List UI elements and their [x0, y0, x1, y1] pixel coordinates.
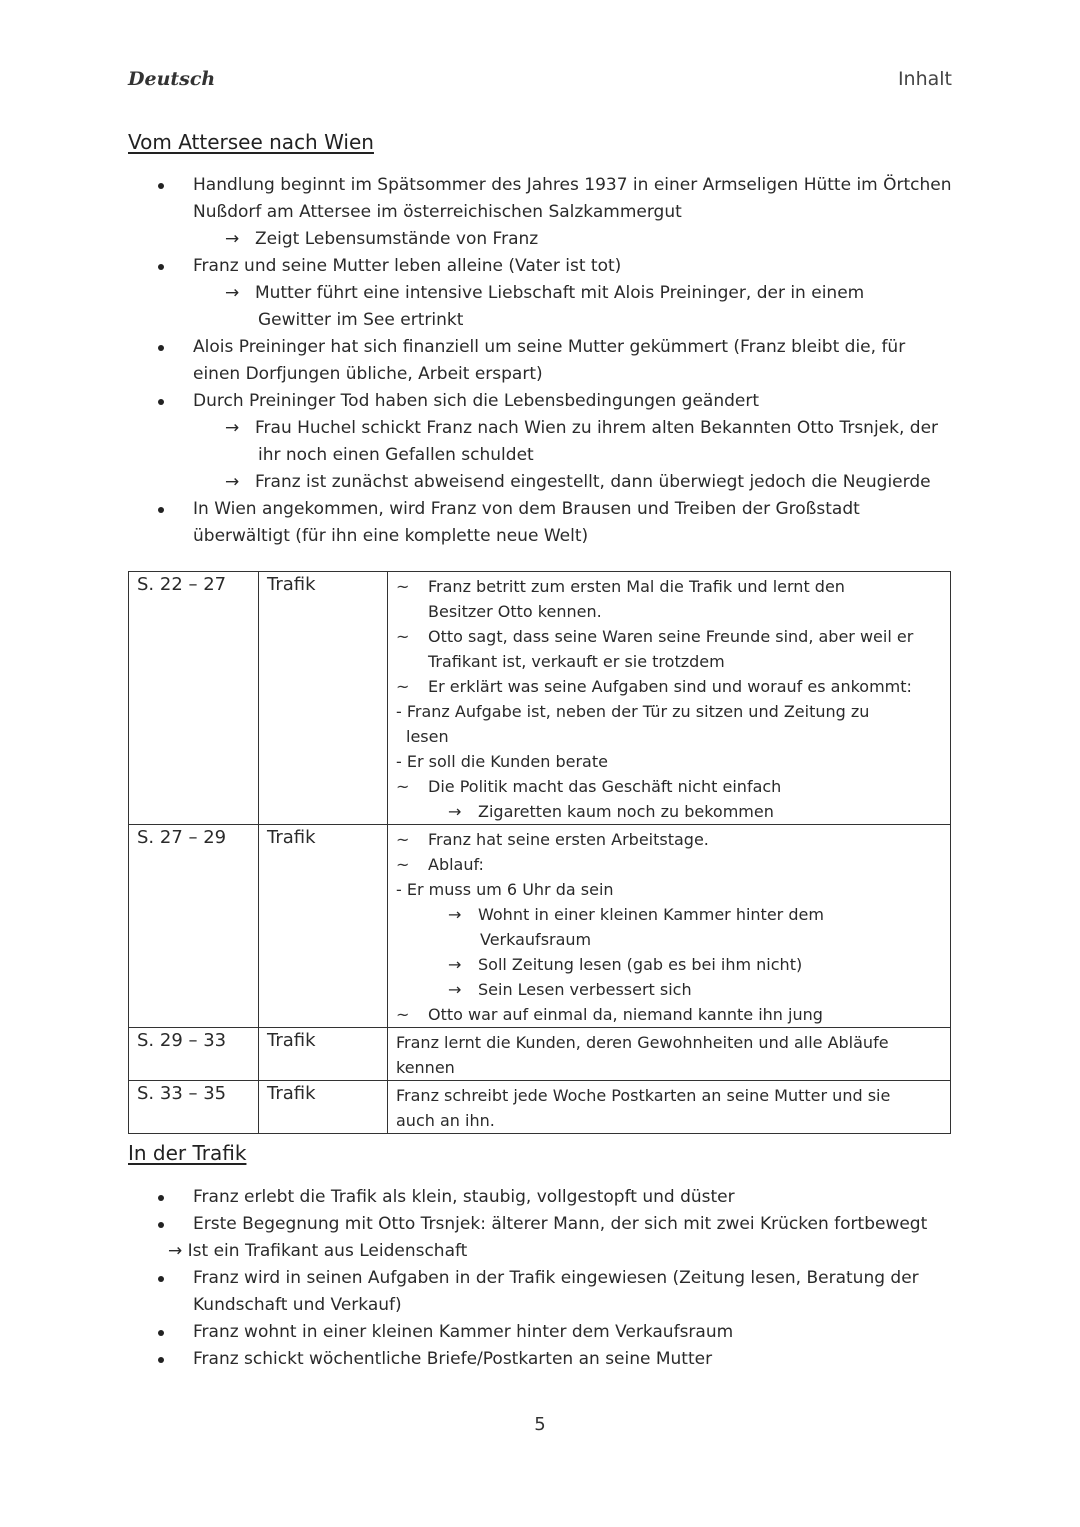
- arrow-item: → Zigaretten kaum noch zu bekommen: [396, 799, 942, 824]
- section-label: Inhalt: [897, 68, 952, 90]
- table-row: [129, 1081, 951, 1134]
- tilde-item: ~ Franz betritt zum ersten Mal die Trafik und lernt den: [396, 574, 942, 599]
- arrow-right-icon: →: [225, 418, 240, 438]
- dash-item: - Er soll die Kunden berate: [396, 752, 608, 771]
- tilde-icon: ~: [396, 627, 410, 646]
- table-row: [129, 1028, 951, 1081]
- section-trafik-list: [128, 1184, 958, 1373]
- arrow-right-icon: →: [448, 905, 462, 924]
- tilde-item: ~ Ablauf:: [396, 852, 942, 877]
- arrow-item-continued: Gewitter im See ertrinkt: [258, 310, 464, 330]
- list-item: Durch Preininger Tod haben sich die Lebensbedingungen geändert: [128, 388, 958, 415]
- arrow-right-icon: →: [225, 229, 240, 249]
- chapter-table: [128, 571, 951, 1134]
- tilde-item-continued: Besitzer Otto kennen.: [428, 602, 602, 621]
- tilde-item: ~ Franz hat seine ersten Arbeitstage.: [396, 827, 942, 852]
- tilde-item-continued: Trafikant ist, verkauft er sie trotzdem: [428, 652, 725, 671]
- table-row: [129, 825, 951, 1028]
- list-item: Franz und seine Mutter leben alleine (Vater ist tot): [128, 253, 958, 280]
- arrow-right-icon: →: [448, 980, 462, 999]
- topic-cell: Trafik: [259, 1081, 388, 1134]
- arrow-item: → Mutter führt eine intensive Liebschaft mit Alois Preininger, der in einem: [128, 280, 958, 307]
- tilde-item: ~ Er erklärt was seine Aufgaben sind und worauf es ankommt:: [396, 674, 942, 699]
- tilde-item: ~ Otto war auf einmal da, niemand kannte ihn jung: [396, 1002, 942, 1027]
- page-number: 5: [534, 1414, 546, 1435]
- dash-item: - Er muss um 6 Uhr da sein: [396, 880, 614, 899]
- arrow-item-continued: Verkaufsraum: [480, 930, 592, 949]
- section-attersee-list: [128, 172, 958, 550]
- arrow-right-icon: →: [225, 472, 240, 492]
- list-item-continued: überwältigt (für ihn eine komplette neue Welt): [193, 526, 589, 546]
- list-item: Franz schickt wöchentliche Briefe/Postkarten an seine Mutter: [128, 1346, 958, 1373]
- list-item: Franz wird in seinen Aufgaben in der Trafik eingewiesen (Zeitung lesen, Beratung der: [128, 1265, 958, 1292]
- summary-cell: [388, 1081, 951, 1134]
- dash-item-continued: lesen: [406, 727, 449, 746]
- tilde-icon: ~: [396, 677, 410, 696]
- arrow-item: → Wohnt in einer kleinen Kammer hinter dem: [396, 902, 942, 927]
- tilde-item: ~ Otto sagt, dass seine Waren seine Freunde sind, aber weil er: [396, 624, 942, 649]
- list-item: Franz erlebt die Trafik als klein, staubig, vollgestopft und düster: [128, 1184, 958, 1211]
- subject-label: Deutsch: [128, 68, 216, 90]
- page-range-cell: S. 29 – 33: [129, 1028, 259, 1081]
- tilde-icon: ~: [396, 1005, 410, 1024]
- summary-cell: [388, 572, 951, 825]
- heading-in-der-trafik: In der Trafik: [128, 1141, 247, 1165]
- list-item-continued: einen Dorfjungen übliche, Arbeit erspart): [193, 364, 543, 384]
- arrow-item: → Sein Lesen verbessert sich: [396, 977, 942, 1002]
- list-item-continued: Nußdorf am Attersee im österreichischen Salzkammergut: [193, 202, 682, 222]
- list-item: Franz wohnt in einer kleinen Kammer hinter dem Verkaufsraum: [128, 1319, 958, 1346]
- tilde-item: ~ Die Politik macht das Geschäft nicht einfach: [396, 774, 942, 799]
- arrow-right-icon: →: [448, 955, 462, 974]
- page-range-cell: S. 33 – 35: [129, 1081, 259, 1134]
- page-range-cell: S. 27 – 29: [129, 825, 259, 1028]
- tilde-icon: ~: [396, 855, 410, 874]
- arrow-item: → Frau Huchel schickt Franz nach Wien zu ihrem alten Bekannten Otto Trsnjek, der: [128, 415, 958, 442]
- summary-cell: [388, 825, 951, 1028]
- list-item-continued: Kundschaft und Verkauf): [193, 1295, 402, 1315]
- arrow-item: → Ist ein Trafikant aus Leidenschaft: [168, 1241, 468, 1261]
- arrow-item-continued: ihr noch einen Gefallen schuldet: [258, 445, 534, 465]
- arrow-item: → Zeigt Lebensumstände von Franz: [128, 226, 958, 253]
- summary-line: Franz lernt die Kunden, deren Gewohnheiten und alle Abläufe: [396, 1033, 889, 1052]
- list-item: In Wien angekommen, wird Franz von dem Brausen und Treiben der Großstadt: [128, 496, 958, 523]
- heading-vom-attersee: Vom Attersee nach Wien: [128, 130, 374, 154]
- page-range-cell: S. 22 – 27: [129, 572, 259, 825]
- summary-cell: [388, 1028, 951, 1081]
- topic-cell: Trafik: [259, 572, 388, 825]
- list-item: Handlung beginnt im Spätsommer des Jahres 1937 in einer Armseligen Hütte im Örtchen: [128, 172, 958, 199]
- tilde-icon: ~: [396, 777, 410, 796]
- list-item: Erste Begegnung mit Otto Trsnjek: älterer Mann, der sich mit zwei Krücken fortbewegt: [128, 1211, 958, 1238]
- arrow-item: → Soll Zeitung lesen (gab es bei ihm nicht): [396, 952, 942, 977]
- table-row: [129, 572, 951, 825]
- tilde-icon: ~: [396, 577, 410, 596]
- arrow-right-icon: →: [225, 283, 240, 303]
- topic-cell: Trafik: [259, 1028, 388, 1081]
- list-item: Alois Preininger hat sich finanziell um seine Mutter gekümmert (Franz bleibt die, für: [128, 334, 958, 361]
- arrow-right-icon: →: [448, 802, 462, 821]
- arrow-item: → Franz ist zunächst abweisend eingestellt, dann überwiegt jedoch die Neugierde: [128, 469, 958, 496]
- topic-cell: Trafik: [259, 825, 388, 1028]
- summary-line: auch an ihn.: [396, 1111, 495, 1130]
- summary-line: kennen: [396, 1058, 455, 1077]
- tilde-icon: ~: [396, 830, 410, 849]
- summary-line: Franz schreibt jede Woche Postkarten an seine Mutter und sie: [396, 1086, 891, 1105]
- dash-item: - Franz Aufgabe ist, neben der Tür zu sitzen und Zeitung zu: [396, 702, 870, 721]
